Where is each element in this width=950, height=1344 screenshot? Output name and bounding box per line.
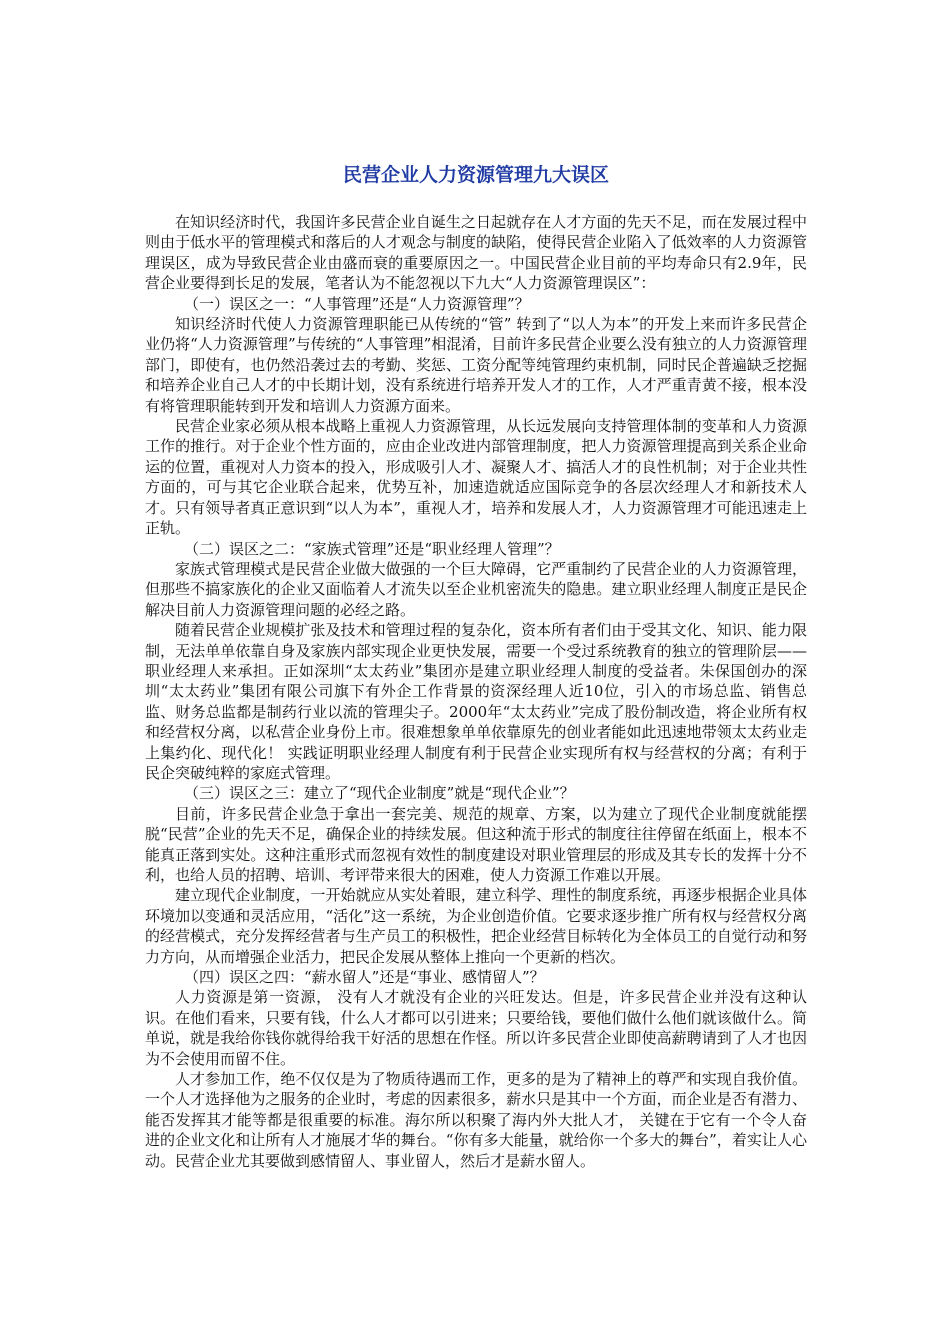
- section-heading-1: （一）误区之一：“人事管理”还是“人力资源管理”？: [184, 294, 530, 313]
- body-paragraph: 目前，许多民营企业急于拿出一套完美、规范的规章、方案，以为建立了现代企业制度就能摆脱“民营”企业的先天不足，确保企业的持续发展。但这种流于形式的制度往往停留在纸面上，根本不能真正落到实处。这种注重形式而忽视有效性的制度建设对职业管理层的形成及其专长的发挥十分不利，也给人员的招聘、培训、考评带来很大的困难，使人力资源工作难以开展。: [145, 804, 807, 884]
- document-title: 民营企业人力资源管理九大误区: [342, 164, 609, 186]
- section-heading-4: （四）误区之四：“薪水留人”还是“事业、感情留人”？: [184, 968, 545, 987]
- body-paragraph: 建立现代企业制度，一开始就应从实处着眼，建立科学、理性的制度系统，再逐步根据企业具体环境加以变通和灵活应用，“活化”这一系统，为企业创造价值。它要求逐步推广所有权与经营权分离的经营模式，充分发挥经营者与生产员工的积极性，把企业经营目标转化为全体员工的自觉行动和努力方向，从而增强企业活力，把民企发展从整体上推向一个更新的档次。: [145, 886, 807, 966]
- body-paragraph: 家族式管理模式是民营企业做大做强的一个巨大障碍，它严重制约了民营企业的人力资源管理，但那些不搞家族化的企业又面临着人才流失以至企业机密流失的隐患。建立职业经理人制度正是民企解决目前人力资源管理问题的必经之路。: [145, 559, 807, 619]
- body-paragraph: 民营企业家必须从根本战略上重视人力资源管理，从长远发展向支持管理体制的变革和人力资源工作的推行。对于企业个性方面的，应由企业改进内部管理制度，把人力资源管理提高到关系企业命运的位置，重视对人力资本的投入，形成吸引人才、凝聚人才、搞活人才的良性机制；对于企业共性方面的，可与其它企业联合起来，优势互补，加速造就适应国际竞争的各层次经理人才和新技术人才。只有领导者真正意识到“以人为本”，重视人才，培养和发展人才，人力资源管理才可能迅速走上正轨。: [145, 417, 807, 538]
- body-paragraph: 随着民营企业规模扩张及技术和管理过程的复杂化，资本所有者们由于受其文化、知识、能力限制，无法单单依靠自身及家族内部实现企业更快发展，需要一个受过系统教育的独立的管理阶层——职业经理人来承担。正如深圳“太太药业”集团亦是建立职业经理人制度的受益者。朱保国创办的深圳“太太药业”集团有限公司旗下有外企工作背景的资深经理人近10位，引入的市场总监、销售总监、财务总监都是制药行业以流的管理尖子。2000年“太太药业”完成了股份制改造，将企业所有权和经营权分离，以私营企业身份上市。很难想象单单依靠原先的创业者能如此迅速地带领太太药业走上集约化、现代化！ 实践证明职业经理人制度有利于民营企业实现所有权与经营权的分离；有利于民企突破纯粹的家庭式管理。: [145, 621, 807, 782]
- body-paragraph: 人力资源是第一资源， 没有人才就没有企业的兴旺发达。但是，许多民营企业并没有这种认识。在他们看来，只要有钱，什么人才都可以引进来；只要给钱，要他们做什么他们就该做什么。简单说，就是我给你钱你就得给我干好活的思想在作怪。所以许多民营企业即使高薪聘请到了人才也因为不会使用而留不住。: [145, 988, 807, 1068]
- section-heading-3: （三）误区之三：建立了“现代企业制度”就是“现代企业”？: [184, 784, 575, 803]
- body-paragraph: 人才参加工作，绝不仅仅是为了物质待遇而工作，更多的是为了精神上的尊严和实现自我价值。一个人才选择他为之服务的企业时，考虑的因素很多，薪水只是其中一个方面，而企业是否有潜力、能否发挥其才能等都是很重要的标准。海尔所以积聚了海内外大批人才， 关键在于它有一个令人奋进的企业文化和让所有人才施展才华的舞台。“你有多大能量，就给你一个多大的舞台”，着实让人心动。民营企业尤其要做到感情留人、事业留人，然后才是薪水留人。: [145, 1070, 807, 1170]
- intro-paragraph: 在知识经济时代，我国许多民营企业自诞生之日起就存在人才方面的先天不足，而在发展过程中则由于低水平的管理模式和落后的人才观念与制度的缺陷，使得民营企业陷入了低效率的人力资源管理误区，成为导致民营企业由盛而衰的重要原因之一。中国民营企业目前的平均寿命只有2.9年，民营企业要得到长足的发展，笔者认为不能忽视以下九大“人力资源管理误区”：: [145, 213, 807, 293]
- section-heading-2: （二）误区之二：“家族式管理”还是“职业经理人管理”？: [184, 539, 560, 558]
- body-paragraph: 知识经济时代使人力资源管理职能已从传统的“管” 转到了“以人为本”的开发上来而许多民营企业仍将“人力资源管理”与传统的“人事管理”相混淆，目前许多民营企业要么没有独立的人力资源管理部门，即使有，也仍然沿袭过去的考勤、奖惩、工资分配等纯管理约束机制，同时民企普遍缺乏挖掘和培养企业自己人才的中长期计划，没有系统进行培养开发人才的工作，人才严重青黄不接，根本没有将管理职能转到开发和培训人力资源方面来。: [145, 315, 807, 415]
- document-page: [145, 160, 807, 1171]
- document-body: [145, 212, 807, 1171]
